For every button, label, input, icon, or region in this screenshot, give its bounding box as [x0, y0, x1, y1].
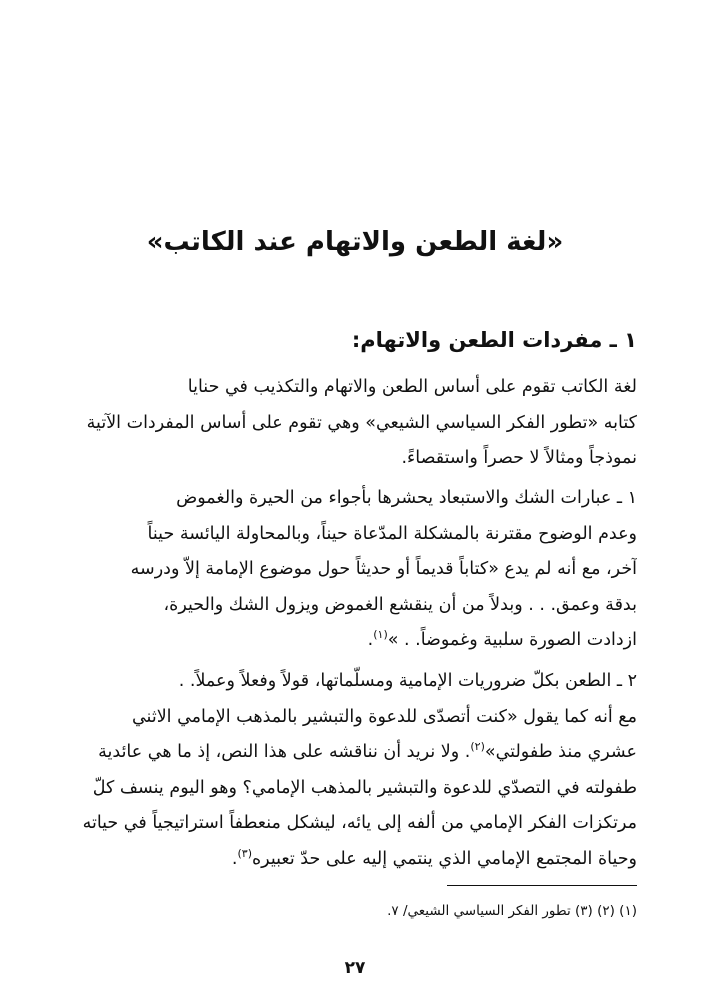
footnote-ref[interactable]: (٣)	[237, 846, 253, 860]
line-text: عشري منذ طفولتي»	[484, 742, 637, 762]
paragraph-line: نموذجاً ومثالاً لا حصراً واستقصاءً.	[401, 448, 637, 468]
footnote-ref[interactable]: (٢)	[470, 740, 485, 754]
paragraph-intro	[73, 370, 637, 477]
line-text: . ولا نريد أن نناقشه على هذا النص، إذ ما هي عائدية	[98, 742, 471, 762]
chapter-title: «لغة الطعن والاتهام عند الكاتب»	[146, 227, 564, 257]
paragraph-line: كتابه «تطور الفكر السياسي الشيعي» وهي تقوم على أساس المفردات الآتية	[86, 412, 637, 433]
paragraph-line: ١ ـ عبارات الشك والاستبعاد يحشرها بأجواء من الحيرة والغموض	[176, 488, 637, 508]
paragraph-line: بدقة وعمق. . . وبدلاً من أن ينقشع الغموض ويزول الشك والحيرة،	[163, 594, 637, 615]
paragraph-point-1	[73, 481, 637, 659]
line-text: ازدادت الصورة سلبية وغموضاً. . »	[387, 630, 637, 650]
paragraph-line: ٢ ـ الطعن بكلّ ضروريات الإمامية ومسلّماتها، قولاً وفعلاً وعملاً. .	[178, 671, 637, 691]
footnote: (١) (٢) (٣) تطور الفكر السياسي الشيعي/ ٧.	[387, 903, 637, 919]
paragraph-line: مرتكزات الفكر الإمامي من ألفه إلى يائه، ليشكل منعطفاً استراتيجياً في حياته	[82, 813, 637, 833]
paragraph-line	[73, 623, 637, 659]
paragraph-line: لغة الكاتب تقوم على أساس الطعن والاتهام والتكذيب في حنايا	[187, 377, 637, 397]
paragraph-line: آخر، مع أنه لم يدع «كتاباً قديماً أو حديثاً حول موضوع الإمامة إلاّ ودرسه	[130, 559, 637, 579]
footnote-ref[interactable]: (١)	[373, 628, 388, 642]
line-text: .	[367, 630, 374, 650]
paragraph-line	[73, 842, 637, 878]
paragraph-line	[73, 735, 637, 771]
line-text: وحياة المجتمع الإمامي الذي ينتمي إليه على حدّ تعبيره	[252, 848, 637, 869]
page-number: ٢٧	[344, 958, 366, 978]
paragraph-line: طفولته في التصدّي للدعوة والتبشير بالمذهب الإمامي؟ وهو اليوم ينسف كلّ	[92, 777, 637, 798]
paragraph-line: وعدم الوضوح مقترنة بالمشكلة المدّعاة حيناً، وبالمحاولة اليائسة حيناً	[147, 523, 637, 544]
section-heading: ١ ـ مفردات الطعن والاتهام:	[351, 328, 637, 352]
paragraph-point-2	[73, 664, 637, 877]
footnote-divider	[447, 885, 637, 886]
line-text: .	[231, 848, 238, 869]
paragraph-line: مع أنه كما يقول «كنت أتصدّى للدعوة والتبشير بالمذهب الإمامي الاثني	[131, 706, 637, 727]
